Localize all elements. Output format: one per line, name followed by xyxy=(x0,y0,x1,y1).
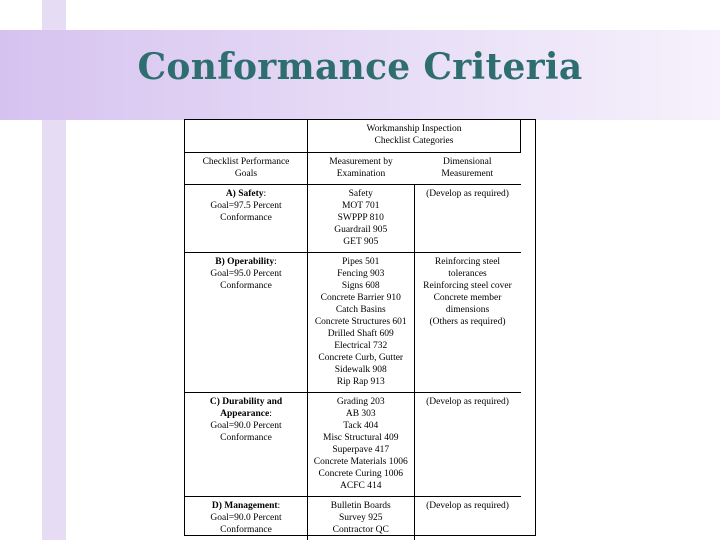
dimensional-cell: (Develop as required) xyxy=(426,189,509,199)
slide-title: Conformance Criteria xyxy=(137,46,583,88)
table-row xyxy=(185,185,521,253)
examination-cell: Safety MOT 701 SWPPP 810 Guardrail 905 GET 905 xyxy=(308,185,415,253)
empty-cell xyxy=(185,120,308,153)
goal-cell: B) Operability: Goal=95.0 Percent Conformance xyxy=(185,253,308,393)
table-super-header: Workmanship Inspection Checklist Categories xyxy=(308,120,521,153)
col-header-goals: Checklist Performance Goals xyxy=(185,153,308,185)
table-super-header-row xyxy=(185,120,521,153)
goal-cell: C) Durability and Appearance: Goal=90.0 Percent Conformance xyxy=(185,393,308,497)
examination-cell: Grading 203 AB 303 Tack 404 Misc Structural 409 Superpave 417 Concrete Materials 1006 Concrete Curing 1006 ACFC 414 xyxy=(308,393,415,497)
criteria-table xyxy=(185,120,521,540)
col-header-examination: Measurement by Examination xyxy=(308,153,415,185)
dimensional-cell: Reinforcing steel tolerances Reinforcing steel cover Concrete member dimensions (Others as required) xyxy=(414,253,521,393)
table-header-row xyxy=(185,153,521,185)
table-row xyxy=(185,393,521,497)
dimensional-cell: (Develop as required) xyxy=(414,393,521,497)
goal-cell: D) Management: Goal=90.0 Percent Conformance xyxy=(185,497,308,540)
examination-cell: Bulletin Boards Survey 925 Contractor QC xyxy=(308,497,415,540)
goal-cell: A) Safety: Goal=97.5 Percent Conformance xyxy=(185,185,308,253)
table-row xyxy=(185,253,521,393)
dimensional-cell: (Develop as required) xyxy=(414,497,521,540)
criteria-table-frame xyxy=(184,119,536,536)
table-row xyxy=(185,497,521,540)
col-header-dimensional: Dimensional Measurement xyxy=(414,153,521,185)
examination-cell: Pipes 501 Fencing 903 Signs 608 Concrete Barrier 910 Catch Basins Concrete Structures 601 Drilled Shaft 609 Electrical 732 Concrete Curb, Gutter Sidewalk 908 Rip Rap 913 xyxy=(308,253,415,393)
